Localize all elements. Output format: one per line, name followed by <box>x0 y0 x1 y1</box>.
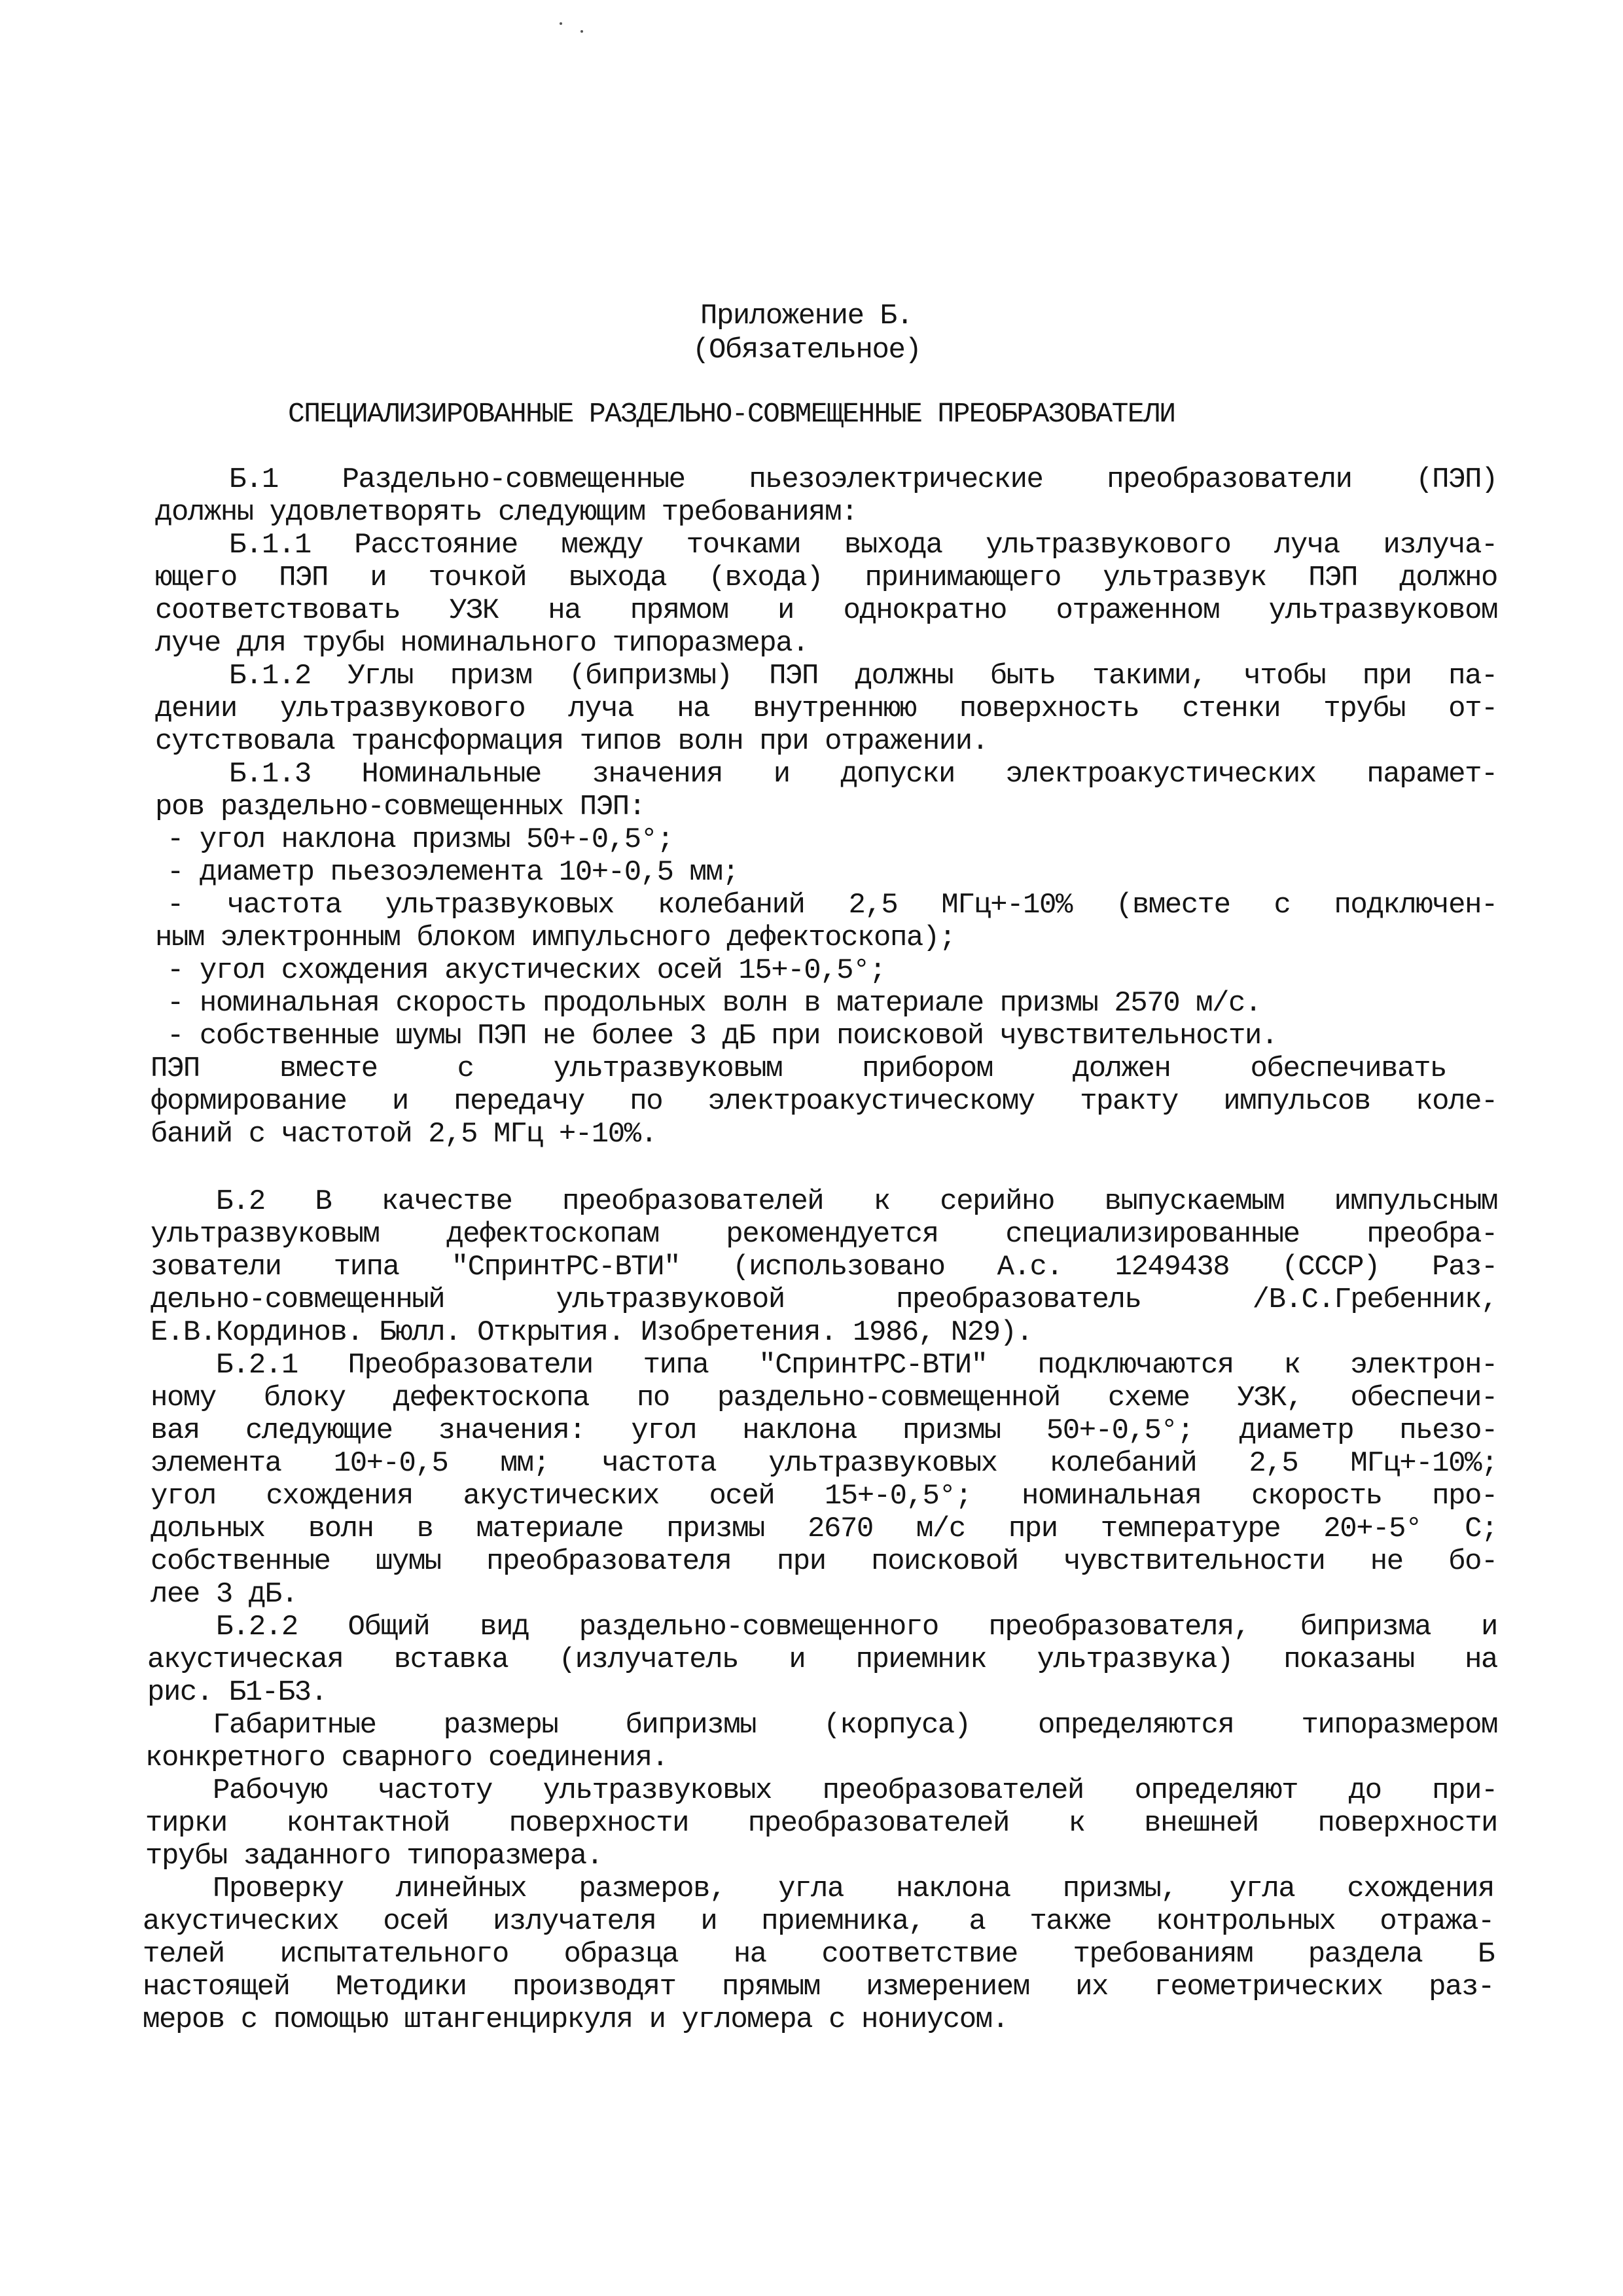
text-line: телей испытательного образца на соответствие требованиям раздела Б <box>143 1938 1494 1971</box>
text-line: рис. Б1-Б3. <box>147 1676 327 1709</box>
text-line: Б.2 В качестве преобразователей к серийно выпускаемым импульсным <box>216 1185 1497 1218</box>
text-line: Б.1 Раздельно-совмещенные пьезоэлектрические преобразователи (ПЭП) <box>229 463 1497 496</box>
list-item: - угол наклона призмы 50+-0,5°; <box>167 823 673 856</box>
text-line: Б.1.3 Номинальные значения и допуски электроакустических парамет- <box>229 758 1497 791</box>
text-line: ющего ПЭП и точкой выхода (входа) принимающего ультразвук ПЭП должно <box>155 562 1497 594</box>
text-line: лее 3 дБ. <box>151 1578 298 1611</box>
text-line: ному блоку дефектоскопа по раздельно-совмещенной схеме УЗК, обеспечи- <box>151 1382 1497 1414</box>
text-line: соответствовать УЗК на прямом и однократно отраженном ультразвуковом <box>155 594 1497 627</box>
text-line: луче для трубы номинального типоразмера. <box>155 627 809 660</box>
scan-speck <box>560 22 562 25</box>
list-item: - собственные шумы ПЭП не более 3 дБ при поисковой чувствительности. <box>167 1020 1277 1052</box>
list-item: - номинальная скорость продольных волн в материале призмы 2570 м/с. <box>167 987 1261 1020</box>
text-line: элемента 10+-0,5 мм; частота ультразвуковых колебаний 2,5 МГц+-10%; <box>151 1447 1497 1480</box>
text-line: Б.1.2 Углы призм (бипризмы) ПЭП должны быть такими, чтобы при па- <box>229 660 1497 692</box>
text-line: баний с частотой 2,5 МГц +-10%. <box>151 1118 657 1151</box>
text-line: угол схождения акустических осей 15+-0,5°; номинальная скорость про- <box>151 1480 1497 1513</box>
text-line: Б.2.2 Общий вид раздельно-совмещенного преобразователя, бипризма и <box>216 1611 1497 1643</box>
text-line: дельно-совмещенный ультразвуковой преобразователь /В.С.Гребенник, <box>151 1283 1497 1316</box>
text-line: Проверку линейных размеров, угла наклона призмы, угла схождения <box>213 1873 1494 1905</box>
list-item: - частота ультразвуковых колебаний 2,5 МГц+-10% (вместе с подключен- <box>167 889 1497 922</box>
text-line: формирование и передачу по электроакустическому тракту импульсов коле- <box>151 1085 1497 1118</box>
text-line: Б.1.1 Расстояние между точками выхода ультразвукового луча излуча- <box>229 529 1497 562</box>
text-line: собственные шумы преобразователя при поисковой чувствительности не бо- <box>151 1545 1497 1578</box>
text-line: настоящей Методики производят прямым измерением их геометрических раз- <box>143 1971 1494 2003</box>
text-line: ПЭП вместе с ультразвуковым прибором должен обеспечивать <box>151 1052 1446 1085</box>
text-line: акустических осей излучателя и приемника, а также контрольных отража- <box>143 1905 1494 1938</box>
text-line: Е.В.Кординов. Бюлл. Открытия. Изобретения. 1986, N29). <box>151 1316 1033 1349</box>
text-line: Габаритные размеры бипризмы (корпуса) определяются типоразмером <box>213 1709 1497 1742</box>
text-line: ультразвуковым дефектоскопам рекомендуется специализированные преобра- <box>151 1218 1497 1251</box>
scan-speck <box>580 30 583 33</box>
text-line: трубы заданного типоразмера. <box>145 1840 603 1873</box>
text-line: дольных волн в материале призмы 2670 м/с при температуре 20+-5° С; <box>151 1513 1497 1545</box>
text-line: конкретного сварного соединения. <box>145 1742 668 1774</box>
text-line: сутствовала трансформация типов волн при отражении. <box>155 725 988 758</box>
text-line: должны удовлетворять следующим требованиям: <box>155 496 858 529</box>
text-line: дении ультразвукового луча на внутреннюю поверхность стенки трубы от- <box>155 692 1497 725</box>
text-line: зователи типа "СпринтРС-ВТИ" (использовано А.с. 1249438 (СССР) Раз- <box>151 1251 1497 1283</box>
text-line: Б.2.1 Преобразователи типа "СпринтРС-ВТИ" подключаются к электрон- <box>216 1349 1497 1382</box>
text-line: ным электронным блоком импульсного дефектоскопа); <box>155 922 955 954</box>
list-item: - угол схождения акустических осей 15+-0,5°; <box>167 954 885 987</box>
text-line: тирки контактной поверхности преобразователей к внешней поверхности <box>145 1807 1497 1840</box>
text-line: акустическая вставка (излучатель и приемник ультразвука) показаны на <box>147 1643 1497 1676</box>
appendix-status: (Обязательное) <box>692 334 921 367</box>
text-line: ров раздельно-совмещенных ПЭП: <box>155 791 645 823</box>
text-line: Рабочую частоту ультразвуковых преобразователей определяют до при- <box>213 1774 1497 1807</box>
document-title: СПЕЦИАЛИЗИРОВАННЫЕ РАЗДЕЛЬНО-СОВМЕЩЕННЫЕ ПРЕОБРАЗОВАТЕЛИ <box>288 398 1175 430</box>
list-item: - диаметр пьезоэлемента 10+-0,5 мм; <box>167 856 739 889</box>
text-line: меров с помощью штангенциркуля и угломера с нониусом. <box>143 2003 1008 2036</box>
appendix-label: Приложение Б. <box>700 300 913 332</box>
text-line: вая следующие значения: угол наклона призмы 50+-0,5°; диаметр пьезо- <box>151 1414 1497 1447</box>
